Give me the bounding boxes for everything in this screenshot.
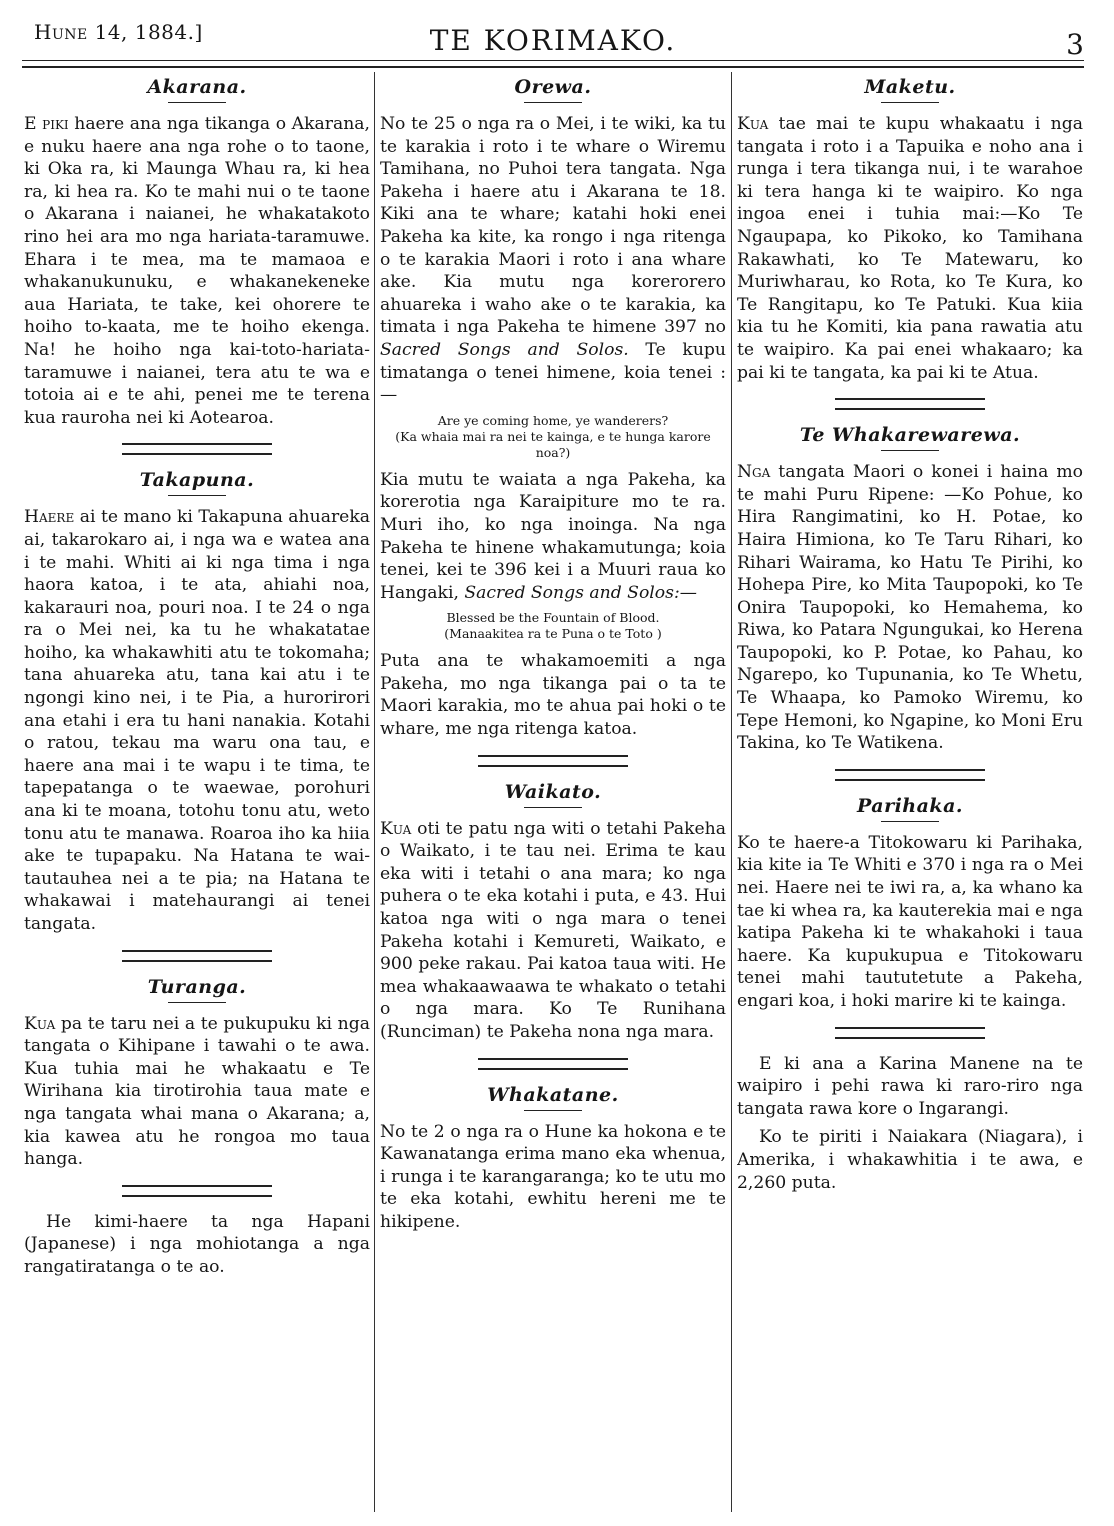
column-2 — [380, 72, 726, 1516]
title-underline — [881, 450, 939, 451]
section-title-takapuna: Takapuna. — [139, 469, 255, 492]
article-ingarangi: E ki ana a Karina Manene na te waipiro i pehi rawa ki raro-riro nga tangata rawa kore o Ingarangi. — [737, 1053, 1083, 1119]
dropcap-text: Haere — [24, 507, 75, 528]
book-title: Sacred Songs and Solos. — [380, 339, 629, 360]
article-text: No te 25 o nga ra o Mei, i te wiki, ka tu te karakia i roto i te whare o Wiremu Tamihana, no Puhoi tera tangata. Nga Pakeha i haere atu i Akarana te 18. Kiki ana te whare; katahi hoki enei Pakeha ka kite, ka rongo i nga ritenga o te karakia Maori i roto i ana whare ake. Kia mutu nga korerorero ahuareka i waho ake o te karakia, ka timata i nga Pakeha te himene 397 no — [380, 114, 726, 338]
title-underline — [524, 102, 582, 103]
article-text: tangata Maori o konei i haina mo te mahi Puru Ripene: —Ko Pohue, ko Hira Rangimatini, ko H. Potae, ko Haira Himiona, ko Te Taru Rihari, ko Rihari Wairama, ko Hatu Te Pirihi, ko Hohepa Pire, ko Mita Taupopoki, ko Te Onira Taupopoki, ko Hemahema, ko Riwa, ko Patara Ngungukai, ko Herena Taupopoki, ko P. Potae, ko Pahau, ko Ngarepo, ko Tupunania, ko Te Whetu, Te Whaapa, ko Pamoko Wiremu, ko Tepe Hemoni, ko Ngapine, ko Moni Eru Takina, ko Te Watikena. — [737, 462, 1083, 754]
article-waikato — [380, 818, 726, 1044]
section-title-turanga: Turanga. — [147, 975, 247, 998]
article-text: Te kupu timatanga o tenei himene, koia tenei :— — [380, 339, 726, 406]
quote-english: Are ye coming home, ye wanderers? — [437, 412, 669, 428]
section-separator — [122, 950, 272, 962]
section-title-whakatane: Whakatane. — [487, 1083, 619, 1106]
dropcap-text: Kua — [24, 1013, 56, 1034]
article-orewa — [380, 113, 726, 407]
title-underline — [881, 102, 939, 103]
section-title-whakarewarewa: Te Whakarewarewa. — [799, 424, 1021, 447]
section-title-orewa: Orewa. — [514, 76, 592, 98]
article-turanga — [24, 1013, 370, 1171]
article-niagara: Ko te piriti i Naiakara (Niagara), i Amerika, i whakawhitia i te awa, e 2,260 puta. — [737, 1127, 1083, 1193]
column-3 — [737, 72, 1083, 1516]
title-underline — [881, 821, 939, 822]
hymn-quote — [380, 413, 726, 461]
header-rule-thick — [22, 66, 1084, 68]
section-separator — [835, 1027, 985, 1039]
newspaper-title: TE KORIMAKO. — [429, 24, 677, 57]
quote-maori: (Manaakitea ra te Puna o te Toto ) — [444, 626, 662, 642]
section-separator — [478, 1058, 628, 1070]
section-title-parihaka: Parihaka. — [856, 794, 964, 817]
section-separator — [835, 769, 985, 781]
dropcap-text: E piki — [24, 114, 69, 134]
header-rule-thin — [22, 60, 1084, 61]
article-maketu — [737, 113, 1083, 384]
article-hapani: He kimi-haere ta nga Hapani (Japanese) i nga mohiotanga a nga rangatiratanga o te ao. — [24, 1211, 370, 1277]
article-takapuna — [24, 506, 370, 935]
quote-english: Blessed be the Fountain of Blood. — [446, 610, 660, 626]
article-parihaka: Ko te haere-a Titokowaru ki Parihaka, kia kite ia Te Whiti e 370 i nga ra o Mei nei. Haere nei te iwi ra, a, ka whano ka tae ki whea ra, ka kauterekia mai e nga katipa Pakeha ki te whakahoki i taua haere. Ka kupukupua e Titokowaru tenei mahi taututetute a Pakeha, engari koa, i hoki marire ki te kainga. — [737, 832, 1083, 1011]
dropcap-text: Kua — [380, 818, 412, 839]
column-1 — [24, 72, 370, 1516]
section-separator — [122, 443, 272, 455]
article-text: haere ana nga tikanga o Akarana, e nuku haere ana nga rohe o to taone, ki Oka ra, ki Maunga Whau ra, ki hea ra, ki hea ra. Ko te mahi nui o te taone o Akarana i naianei, he whakatakoto rino hei ara mo nga hariata-taramuwe. Ehara i te mea, ma te mamaoa e whakanukunuku, e whakanekeneke aua Hariata, te take, kei ohorere te hoiho to-kaata, me te hoiho ekenga. Na! he hoiho nga kai-toto-hariata-taramuwe i naianei, tera atu te wa e totoia ai e te ahi, penei me te terena kua rauroha nei ki Aotearoa. — [24, 114, 370, 428]
article-whakatane: No te 2 o nga ra o Hune ka hokona e te Kawanatanga erima mano eka whenua, i runga i te karangaranga; ko te utu mo te eka kotahi, ewhitu hereni me te hikipene. — [380, 1121, 726, 1232]
article-text: Kia mutu te waiata a nga Pakeha, ka korerotia nga Karaipiture mo te ra. Muri iho, ko nga inoinga. Na nga Pakeha te hinene whakamutunga; koia tenei, kei te 396 kei i a Muuri raua ko Hangaki, — [380, 469, 726, 603]
quote-maori: (Ka whaia mai ra nei te kainga, e te hunga karore noa?) — [395, 428, 711, 460]
article-whakarewarewa — [737, 461, 1083, 755]
dropcap-text: Nga — [737, 462, 771, 483]
header-date: Hune 14, 1884.] — [34, 20, 203, 44]
column-divider — [731, 72, 732, 1512]
article-text: pa te taru nei a te pukupuku ki nga tangata o Kihipane i tawahi o te awa. Kua tuhia mai he whakaatu e Te Wirihana kia tirotirohia taua mate e nga tangata whai mana o Akarana; a, kia kawea atu he rongoa mo taua hanga. — [24, 1013, 370, 1170]
article-text: tae mai te kupu whakaatu i nga tangata i roto i a Tapuika e noho ana i runga i tera tikanga nui, i te warahoe ki tera hanga ki te waipiro. Ko nga ingoa enei i tuhia mai:—Ko Te Ngaupapa, ko Pikoko, ko Tamihana Rakawhati, ko Te Matewaru, ko Muriwharau, ko Rota, ko Te Kura, ko Te Rangitapu, ko Te Patuki. Kua kiia kia tu he Komiti, kia pana rawatia atu te waipiro. Ka pai enei whakaaro; ka pai ki te tangata, ka pai ki te Atua. — [737, 114, 1083, 383]
article-text: ai te mano ki Takapuna ahuareka ai, takarokaro ai, i nga wa e watea ana i te mahi. Whiti ai ki nga tima i nga haora katoa, i te ata, ahiahi noa, kakarauri noa, pouri noa. I te 24 o nga ra o Mei nei, ka tu he whakatatae hoiho, ka whakawhiti atu te tokomaha; tana ahuareka atu, tana kai atu i te ngongi kino nei, i te Pia, a hurorirori ana etahi i era tu hani nanakia. Kotahi o ratou, tekau ma waru ona tau, e haere ana mai i te wapu i te tima, te tapepatanga o te waewae, porohuri ana ki te moana, totohu tonu atu, weto tonu atu te manawa. Roaroa iho ka hiia ake te tupapaku. Na Hatana te wai-tautauhea nei a te pia; na Hatana te whakawai i matehaurangi ai tenei tangata. — [24, 507, 370, 934]
section-title-akarana: Akarana. — [147, 76, 247, 98]
book-title: Sacred Songs and Solos:— — [464, 582, 697, 603]
hymn-quote — [380, 610, 726, 642]
section-separator — [835, 398, 985, 410]
article-orewa-cont — [380, 469, 726, 605]
page-number: 3 — [1066, 28, 1084, 61]
title-underline — [524, 1110, 582, 1111]
article-akarana — [24, 113, 370, 429]
dropcap-text: Kua — [737, 114, 769, 134]
title-underline — [168, 1002, 226, 1003]
column-divider — [374, 72, 375, 1512]
article-text: oti te patu nga witi o tetahi Pakeha o Waikato, i te tau nei. Erima te kau eka witi i tetahi o ana mara; ko nga puhera o te eka kotahi i puta, e 43. Hui katoa nga witi o nga mara o tenei Pakeha kotahi i Kemureti, Waikato, e 900 peke rakau. Pai katoa taua witi. He mea whakaawaawa te whakato o tetahi o nga mara. Ko Te Runihana (Runciman) te Pakeha nona nga mara. — [380, 818, 726, 1042]
section-separator — [478, 755, 628, 767]
section-title-maketu: Maketu. — [864, 76, 956, 98]
article-orewa-end: Puta ana te whakamoemiti a nga Pakeha, mo nga tikanga pai o ta te Maori karakia, mo te ahua pai hoki o te whare, me nga ritenga katoa. — [380, 651, 726, 740]
title-underline — [168, 102, 226, 103]
section-separator — [122, 1185, 272, 1197]
title-underline — [524, 807, 582, 808]
section-title-waikato: Waikato. — [504, 780, 602, 803]
page-header — [22, 16, 1084, 61]
title-underline — [168, 495, 226, 496]
